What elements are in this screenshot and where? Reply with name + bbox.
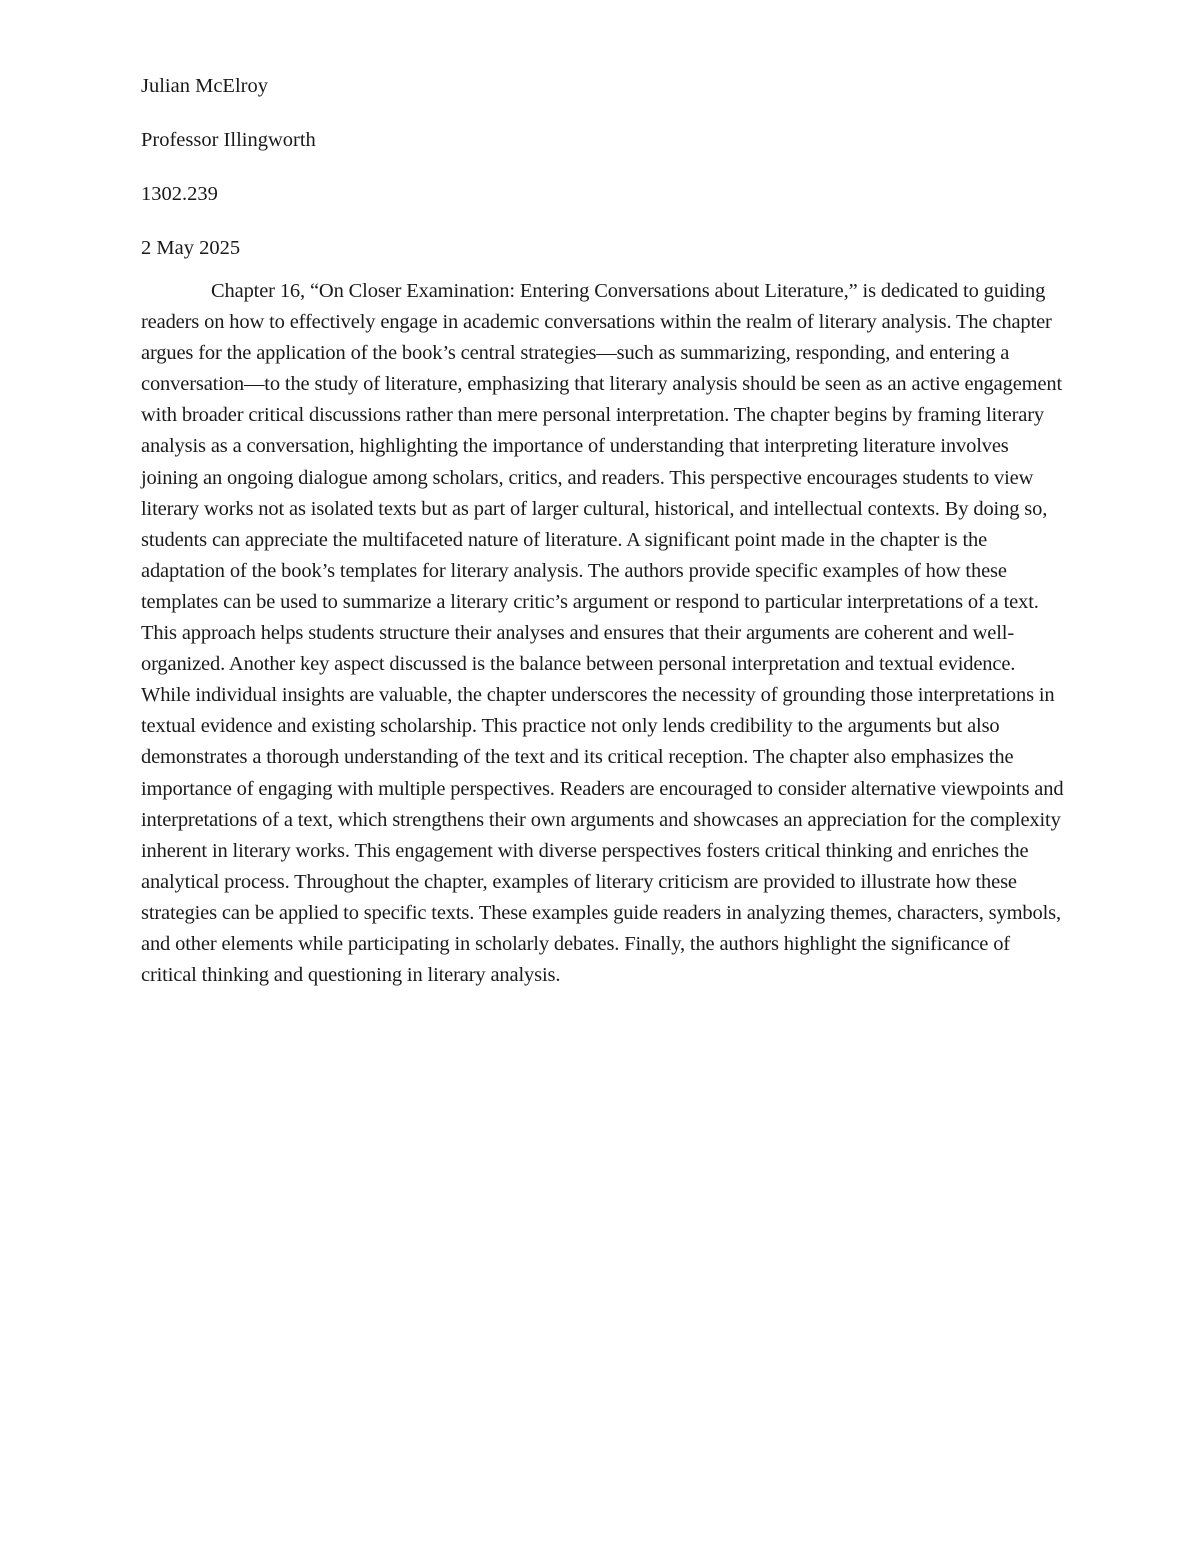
document-date: 2 May 2025: [141, 237, 241, 259]
body-paragraph: Chapter 16, “On Closer Examination: Entering Conversations about Literature,” is dedicated to guiding readers on how to effectively engage in academic conversations within the realm of literary analysis. The chapter argues for the application of the book’s central strategies—such as summarizing, responding, and entering a conversation—to the study of literature, emphasizing that literary analysis should be seen as an active engagement with broader critical discussions rather than mere personal interpretation. The chapter begins by framing literary analysis as a conversation, highlighting the importance of understanding that interpreting literature involves joining an ongoing dialogue among scholars, critics, and readers. This perspective encourages students to view literary works not as isolated texts but as part of larger cultural, historical, and intellectual contexts. By doing so, students can appreciate the multifaceted nature of literature. A significant point made in the chapter is the adaptation of the book’s templates for literary analysis. The authors provide specific examples of how these templates can be used to summarize a literary critic’s argument or respond to particular interpretations of a text. This approach helps students structure their analyses and ensures that their arguments are coherent and well-organized. Another key aspect discussed is the balance between personal interpretation and textual evidence. While individual insights are valuable, the chapter underscores the necessity of grounding those interpretations in textual evidence and existing scholarship. This practice not only lends credibility to the arguments but also demonstrates a thorough understanding of the text and its critical reception. The chapter also emphasizes the importance of engaging with multiple perspectives. Readers are encouraged to consider alternative viewpoints and interpretations of a text, which strengthens their own arguments and showcases an appreciation for the complexity inherent in literary works. This engagement with diverse perspectives fosters critical thinking and enriches the analytical process. Throughout the chapter, examples of literary criticism are provided to illustrate how these strategies can be applied to specific texts. These examples guide readers in analyzing themes, characters, symbols, and other elements while participating in scholarly debates. Finally, the authors highlight the significance of critical thinking and questioning in literary analysis.: [141, 280, 1064, 987]
student-name: Julian McElroy: [141, 75, 268, 97]
document-content: [141, 70, 1066, 991]
course-number: 1302.239: [141, 183, 218, 205]
professor-name: Professor Illingworth: [141, 129, 316, 151]
